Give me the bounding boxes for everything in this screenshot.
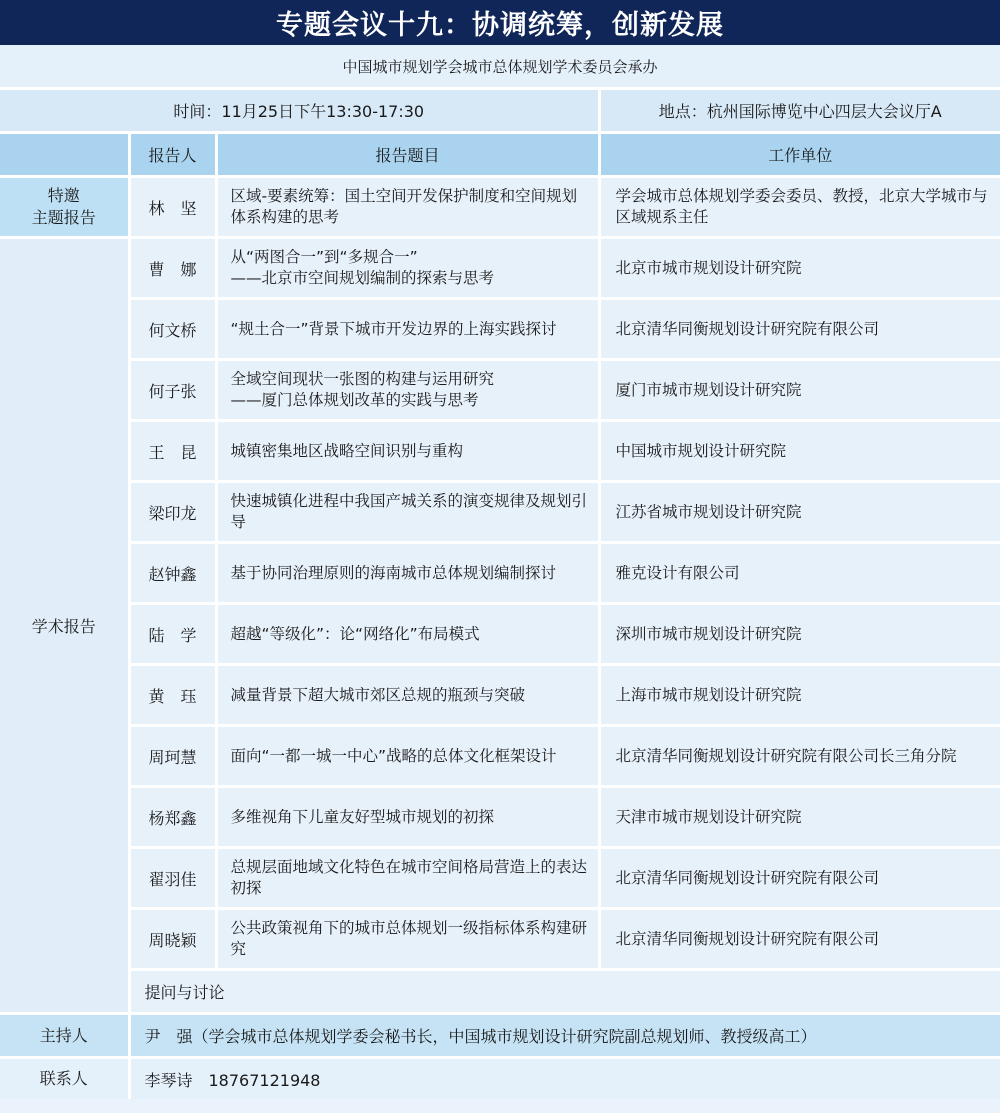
topic-line: 全域空间现状一张图的构建与运用研究 bbox=[230, 370, 495, 388]
special-speaker: 林 坚 bbox=[129, 177, 216, 238]
topic-cell bbox=[216, 543, 599, 604]
speaker-cell: 黄 珏 bbox=[129, 665, 216, 726]
table-row bbox=[0, 726, 1000, 787]
speaker-cell: 陆 学 bbox=[129, 604, 216, 665]
table-row bbox=[0, 238, 1000, 299]
topic-line: “规土合一”背景下城市开发边界的上海实践探讨 bbox=[230, 319, 557, 338]
speaker-cell: 翟羽佳 bbox=[129, 848, 216, 909]
speaker-cell: 杨郑鑫 bbox=[129, 787, 216, 848]
topic-line: 快速城镇化进程中我国产城关系的演变规律及规划引导 bbox=[230, 492, 588, 531]
organizer-row bbox=[0, 45, 1000, 89]
table-header bbox=[0, 133, 1000, 177]
qa-text: 提问与讨论 bbox=[129, 970, 1000, 1014]
topic-cell bbox=[216, 848, 599, 909]
special-label-line1: 特邀 bbox=[47, 186, 80, 205]
host-value: 尹 强（学会城市总体规划学委会秘书长，中国城市规划设计研究院副总规划师、教授级高工） bbox=[129, 1014, 1000, 1058]
special-label bbox=[0, 177, 129, 238]
speaker-cell: 曹 娜 bbox=[129, 238, 216, 299]
unit-cell: 北京清华同衡规划设计研究院有限公司 bbox=[599, 909, 1000, 970]
table-row bbox=[0, 665, 1000, 726]
topic-line: 总规层面地域文化特色在城市空间格局营造上的表达初探 bbox=[230, 858, 588, 897]
table-row bbox=[0, 543, 1000, 604]
host-label: 主持人 bbox=[0, 1014, 129, 1058]
topic-line: 面向“一都一城一中心”战略的总体文化框架设计 bbox=[230, 746, 557, 765]
table-row bbox=[0, 604, 1000, 665]
topic-cell bbox=[216, 665, 599, 726]
speaker-cell: 何文桥 bbox=[129, 299, 216, 360]
info-row bbox=[0, 89, 1000, 133]
topic-line: 城镇密集地区战略空间识别与重构 bbox=[230, 441, 464, 460]
academic-label: 学术报告 bbox=[0, 238, 129, 1014]
topic-cell bbox=[216, 299, 599, 360]
qa-row bbox=[0, 970, 1000, 1014]
unit-cell: 北京市城市规划设计研究院 bbox=[599, 238, 1000, 299]
speaker-cell: 周晓颖 bbox=[129, 909, 216, 970]
topic-line: ——厦门总体规划改革的实践与思考 bbox=[230, 391, 479, 409]
location-text: 地点：杭州国际博览中心四层大会议厅A bbox=[599, 89, 1000, 133]
table-row bbox=[0, 421, 1000, 482]
topic-cell bbox=[216, 604, 599, 665]
page-title: 专题会议十九：协调统筹，创新发展 bbox=[0, 0, 1000, 45]
topic-cell bbox=[216, 482, 599, 543]
header-speaker: 报告人 bbox=[129, 133, 216, 177]
table-row bbox=[0, 299, 1000, 360]
speaker-cell: 何子张 bbox=[129, 360, 216, 421]
organizer-text: 中国城市规划学会城市总体规划学术委员会承办 bbox=[0, 45, 1000, 89]
unit-cell: 天津市城市规划设计研究院 bbox=[599, 787, 1000, 848]
unit-cell: 北京清华同衡规划设计研究院有限公司 bbox=[599, 299, 1000, 360]
unit-cell: 上海市城市规划设计研究院 bbox=[599, 665, 1000, 726]
special-topic: 区域-要素统筹：国土空间开发保护制度和空间规划体系构建的思考 bbox=[216, 177, 599, 238]
table-row bbox=[0, 482, 1000, 543]
topic-line: ——北京市空间规划编制的探索与思考 bbox=[230, 269, 495, 287]
topic-cell bbox=[216, 909, 599, 970]
topic-line: 基于协同治理原则的海南城市总体规划编制探讨 bbox=[230, 563, 557, 582]
topic-line: 超越“等级化”：论“网络化”布局模式 bbox=[230, 624, 480, 643]
table-row bbox=[0, 360, 1000, 421]
topic-cell bbox=[216, 238, 599, 299]
topic-line: 从“两图合一”到“多规合一” bbox=[230, 248, 418, 266]
contact-row bbox=[0, 1058, 1000, 1100]
header-unit: 工作单位 bbox=[599, 133, 1000, 177]
speaker-cell: 王 昆 bbox=[129, 421, 216, 482]
table-row bbox=[0, 909, 1000, 970]
topic-line: 多维视角下儿童友好型城市规划的初探 bbox=[230, 807, 495, 826]
special-unit: 学会城市总体规划学委会委员、教授，北京大学城市与区域规系主任 bbox=[599, 177, 1000, 238]
topic-cell bbox=[216, 421, 599, 482]
topic-cell bbox=[216, 787, 599, 848]
topic-cell bbox=[216, 360, 599, 421]
time-text: 时间：11月25日下午13:30-17:30 bbox=[0, 89, 599, 133]
schedule-table bbox=[0, 45, 1000, 1099]
unit-cell: 中国城市规划设计研究院 bbox=[599, 421, 1000, 482]
topic-line: 公共政策视角下的城市总体规划一级指标体系构建研究 bbox=[230, 919, 588, 958]
host-row bbox=[0, 1014, 1000, 1058]
unit-cell: 深圳市城市规划设计研究院 bbox=[599, 604, 1000, 665]
unit-cell: 雅克设计有限公司 bbox=[599, 543, 1000, 604]
table-row bbox=[0, 848, 1000, 909]
header-topic: 报告题目 bbox=[216, 133, 599, 177]
special-label-line2: 主题报告 bbox=[31, 208, 96, 227]
speaker-cell: 周珂慧 bbox=[129, 726, 216, 787]
unit-cell: 厦门市城市规划设计研究院 bbox=[599, 360, 1000, 421]
speaker-cell: 赵钟鑫 bbox=[129, 543, 216, 604]
table-row bbox=[0, 787, 1000, 848]
header-blank bbox=[0, 133, 129, 177]
contact-label: 联系人 bbox=[0, 1058, 129, 1100]
unit-cell: 北京清华同衡规划设计研究院有限公司长三角分院 bbox=[599, 726, 1000, 787]
topic-line: 减量背景下超大城市郊区总规的瓶颈与突破 bbox=[230, 685, 526, 704]
unit-cell: 北京清华同衡规划设计研究院有限公司 bbox=[599, 848, 1000, 909]
topic-cell bbox=[216, 726, 599, 787]
unit-cell: 江苏省城市规划设计研究院 bbox=[599, 482, 1000, 543]
speaker-cell: 梁印龙 bbox=[129, 482, 216, 543]
special-row bbox=[0, 177, 1000, 238]
contact-value: 李琴诗 18767121948 bbox=[129, 1058, 1000, 1100]
